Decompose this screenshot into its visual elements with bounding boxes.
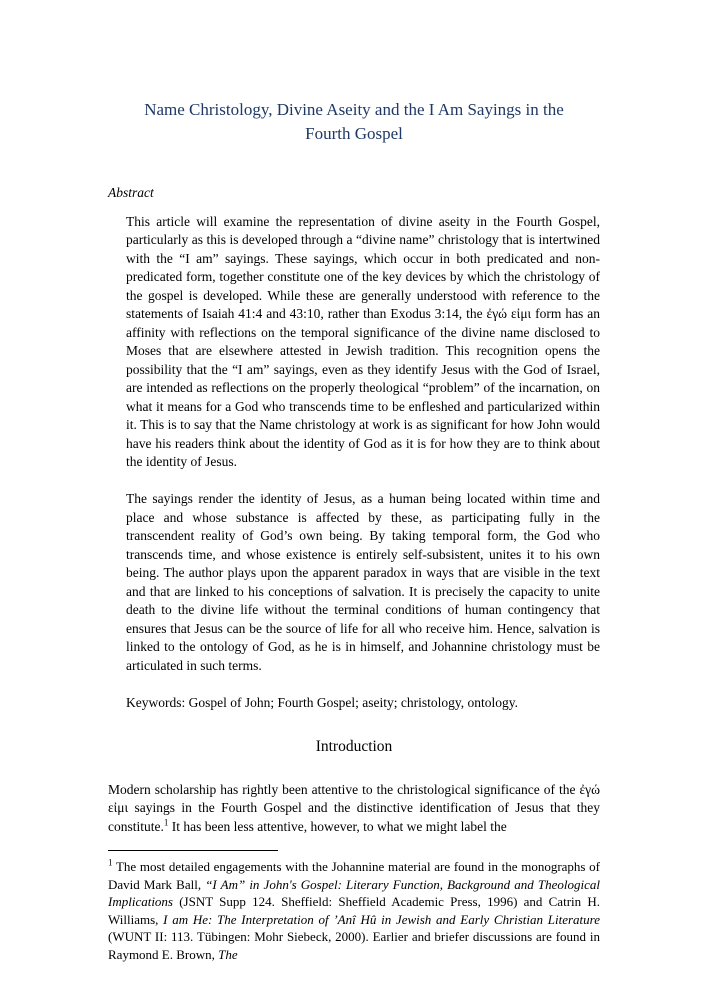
- footnote-book-title-ball: “I Am” in John's Gospel: Literary Function, Background and Theological Implications: [108, 876, 600, 909]
- abstract-label: Abstract: [108, 185, 154, 200]
- footnote-marker-1: 1: [108, 857, 113, 868]
- footnote-1: [108, 858, 600, 963]
- section-heading-introduction: Introduction: [315, 738, 393, 755]
- footnote-reference-1: 1: [163, 817, 169, 827]
- paper-title: Name Christology, Divine Aseity and the I Am Sayings in the Fourth Gospel: [144, 100, 564, 143]
- footnote-separator: [108, 850, 278, 851]
- keywords-line: Keywords: Gospel of John; Fourth Gospel; aseity; christology, ontology.: [126, 694, 518, 710]
- footnote-text-run-2: (JSNT Supp 124. Sheffield: Sheffield Academic Press, 1996) and Catrin H. Williams,: [108, 894, 600, 927]
- abstract-section: [126, 213, 600, 713]
- body-text-before-note: Modern scholarship has rightly been attentive to the christological significance of the ἐγώ εἰμι sayings in the Fourth Gospel and the distinctive identification of Jesus that they constitute.: [108, 781, 600, 834]
- body-paragraph-1: [108, 781, 600, 837]
- footnote-book-title-brown: The: [218, 946, 238, 962]
- body-text-after-note: It has been less attentive, however, to what we might label the: [168, 818, 507, 834]
- footnote-text-run-1: The most detailed engagements with the Johannine material are found in the monographs of David Mark Ball,: [108, 859, 600, 892]
- abstract-paragraph-1: This article will examine the representation of divine aseity in the Fourth Gospel, particularly as this is developed through a “divine name” christology that is intertwined with the “I am” sayings. These sayings, which occur in both predicated and non-predicated form, together constitute one of the key devices by which the christology of the gospel is developed. While these are generally understood with reference to the statements of Isaiah 41:4 and 43:10, rather than Exodus 3:14, the ἐγώ εἰμι form has an affinity with reflections on the temporal significance of the divine name disclosed to Moses that are elsewhere attested in Jewish tradition. This recognition opens the possibility that the “I am” sayings, even as they identify Jesus with the God of Israel, are intended as reflections on the properly theological “problem” of the incarnation, on what it means for a God who transcends time to be enfleshed and particularized within it. This is to say that the Name christology at work is as significant for how John would have his readers think about the identity of God as it is for how they are to think about the identity of Jesus.: [126, 213, 600, 469]
- footnote-book-title-williams: I am He: The Interpretation of ’Anî Hû in Jewish and Early Christian Literature: [163, 911, 601, 927]
- abstract-paragraph-2: The sayings render the identity of Jesus, as a human being located within time and place and whose substance is affected by these, as participating fully in the transcendent reality of God’s own being. By taking temporal form, the God who transcends time, and whose existence is entirely self-subsistent, unites it to his own being. The author plays upon the apparent paradox in ways that are visible in the text and that are linked to his conceptions of salvation. It is precisely the capacity to unite death to the divine life without the terminal conditions of human contingency that ensures that Jesus can be the source of life for all who receive him. Hence, salvation is linked to the ontology of God, as he is in himself, and Johannine christology must be articulated in such terms.: [126, 491, 600, 673]
- footnote-text-run-3: (WUNT II: 113. Tübingen: Mohr Siebeck, 2000). Earlier and briefer discussions are found in Raymond E. Brown,: [108, 929, 600, 962]
